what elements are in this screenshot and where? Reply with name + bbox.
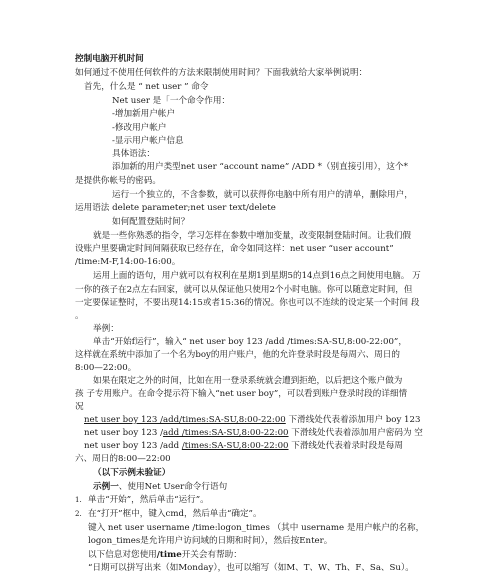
example-one-heading: 示例一、使用Net User命令行语句 — [93, 482, 228, 492]
definition-line: Net user 是「一个命令作用： — [112, 96, 231, 106]
info-heading: 以下信息对您使用/time开关会有帮助： — [88, 550, 242, 560]
underlined-command: net user boy 123 /add/times:SA-SU,8:00-22:00 — [84, 415, 286, 425]
syntax-line: 是提供你帐号的密码。 — [75, 176, 161, 186]
step-number: 1. — [75, 496, 82, 504]
command-prefix: net user boy 123 / — [84, 428, 163, 438]
paragraph-line: 一你的孩子在2点左右回家，就可以从保证他只使用2个小时电脑。你可以随意定时间，但 — [75, 285, 413, 295]
command-description: 下滑线处代表着添加用户 boy 123 — [285, 415, 421, 425]
paragraph-line: 一定要保证整时，不要出现14:15或者15:36的情况。你也可以不连续的设定某一个时间 段 — [75, 298, 420, 308]
intro-line: 如何通过不使用任何软件的方法来限制使用时间？下面我就给大家举例说明： — [75, 68, 368, 78]
step-line: 键入 net user username /time:logon_times （其中 username 是用户帐户的名称， — [88, 523, 425, 533]
syntax-line: 添加新的用户类型net user “account name” /ADD *（别直接引用），这个* — [112, 162, 408, 172]
question-login-time: 如何配置登陆时间？ — [112, 217, 190, 227]
command-description: 下滑线处代表着录时段是每周 — [288, 441, 403, 451]
command-line — [84, 427, 423, 439]
doc-title: 控制电脑开机时间 — [75, 54, 144, 64]
command-prefix: net user boy 123 /add — [84, 441, 182, 451]
syntax-heading: 具体语法： — [112, 149, 155, 159]
step-line: logon_times是允许用户访问域的日期和时间），然后按Enter。 — [88, 536, 333, 546]
example-line: 这样就在系统中添加了一个名为boy的用户账户，他的允许登录时段是每周六、周日的 — [75, 350, 400, 360]
run-line: 运用语法 delete parameter;net user text/delete — [75, 203, 276, 213]
command-line — [84, 414, 420, 426]
example-line: 如果在限定之外的时间，比如在用一登录系统就会遭到拒绝，以后把这个账户做为 — [93, 376, 403, 386]
function-item: -显示用户帐户信息 — [112, 136, 184, 146]
step-line: 在“打开”框中，键入cmd，然后单击“确定”。 — [88, 509, 262, 519]
run-line: 运行一个独立的，不含参数，就可以获得你电脑中所有用户的清单，删除用户， — [112, 190, 413, 200]
example-line: 8:00—22:00。 — [75, 363, 137, 373]
info-line: “日期可以拼写出来（如Monday），也可以缩写（如M、T、W、Th、F、Sa、Su）。 — [88, 563, 414, 573]
example-line: 单击“开始f运行”，输入“ net user boy 123 /add /times:SA-SU,8:00-22:00”， — [93, 337, 407, 347]
command-line — [84, 440, 403, 452]
command-line: 六、周日的8:00—22:00 — [75, 454, 171, 464]
paragraph-line: 就是一些你熟悉的指令，学习怎样在参数中增加变量，改变限制登陆时间。让我们假 — [93, 231, 411, 241]
example-heading: 举例： — [93, 324, 119, 334]
example-line: 孩 子专用账户。在命令提示符下输入“net user boy”，可以看到账户登录时段的详细情 — [75, 389, 408, 399]
function-item: -修改用户帐户 — [112, 123, 167, 133]
paragraph-line: 运用上面的语句，用户就可以有权利在星期1到星期5的14点到16点之间使用电脑。 万 — [93, 271, 421, 281]
step-number: 2. — [75, 510, 82, 518]
paragraph-line: 设账户里要确定时间间隔获取已经存在，命令如同这样：net user “user account” — [75, 244, 394, 254]
underlined-command: /times:SA-SU,8:00-22:00 — [181, 441, 289, 451]
question-net-user: 首先，什么是 “ net user ” 命令 — [84, 82, 209, 92]
step-line: 单击“开始”，然后单击“运行”。 — [88, 495, 209, 505]
paragraph-line: 。 — [75, 311, 84, 321]
paragraph-line: /time:M-F,14:00-16:00。 — [75, 257, 181, 267]
examples-heading: （以下示例未验证） — [93, 468, 171, 478]
function-item: -增加新用户帐户 — [112, 109, 176, 119]
underlined-command: add /times:SA-SU,8:00-22:00 — [162, 428, 289, 438]
example-line: 况 — [75, 402, 84, 412]
command-description: 下滑线处代表着添加用户密码为 空 — [288, 428, 423, 438]
